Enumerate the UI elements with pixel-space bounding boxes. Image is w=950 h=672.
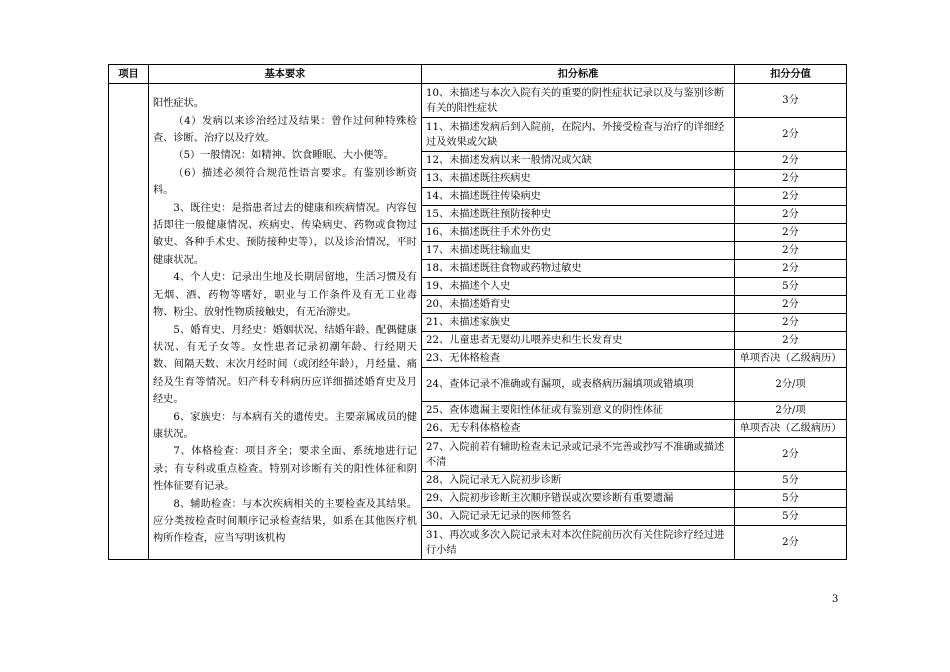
requirement-paragraph: 阳性症状。 — [153, 98, 204, 110]
header-deduction-criteria: 扣分标准 — [422, 65, 735, 84]
criteria-cell: 27、入院前若有辅助检查未记录或记录不完善或抄写不准确或描述不清 — [422, 438, 735, 472]
criteria-cell: 24、查体记录不准确或有漏项，或表格病历漏填项或错填项 — [422, 368, 735, 402]
requirement-paragraph: 3、既往史：是指患者过去的健康和疾病情况。内容包括即往一般健康情况、疾病史、传染病史、药物或食物过敏史、各种手术史、预防接种史等），以及诊治情况，平时健康状况。 — [153, 202, 417, 266]
criteria-cell: 22、儿童患者无婴幼儿喂养史和生长发育史 — [422, 332, 735, 350]
requirement-paragraph: （6）描述必须符合规范性语言要求。有鉴别诊断资料。 — [153, 167, 417, 197]
criteria-cell: 11、未描述发病后到入院前，在院内、外接受检查与治疗的详细经过及效果或欠缺 — [422, 118, 735, 152]
header-item: 项目 — [109, 65, 149, 84]
score-cell: 5分 — [735, 278, 847, 296]
requirement-paragraph: （4）发病以来诊治经过及结果：曾作过何种特殊检查、诊断、治疗以及疗效。 — [153, 115, 417, 145]
criteria-cell: 14、未描述既往传染病史 — [422, 188, 735, 206]
score-cell: 5分 — [735, 490, 847, 508]
criteria-cell: 18、未描述既往食物或药物过敏史 — [422, 260, 735, 278]
requirement-paragraph: （5）一般情况：如精神、饮食睡眠、大小便等。 — [173, 150, 394, 162]
score-cell: 2分 — [735, 152, 847, 170]
requirement-paragraph: 7、体格检查：项目齐全；要求全面、系统地进行记录；有专科或重点检查。特别对诊断有关的阳性体征和阴性体征要有记录。 — [153, 446, 417, 493]
header-row — [109, 65, 847, 84]
score-cell: 5分 — [735, 472, 847, 490]
criteria-cell: 31、再次或多次入院记录未对本次住院前历次有关住院诊疗经过进行小结 — [422, 526, 735, 560]
header-basic-requirements: 基本要求 — [149, 65, 422, 84]
criteria-cell: 19、未描述个人史 — [422, 278, 735, 296]
header-deduction-score: 扣分分值 — [735, 65, 847, 84]
score-cell: 2分 — [735, 296, 847, 314]
criteria-cell: 23、无体格检查 — [422, 350, 735, 368]
score-cell: 2分 — [735, 438, 847, 472]
score-cell: 2分 — [735, 170, 847, 188]
basic-requirements-cell — [149, 84, 422, 560]
requirement-paragraph: 8、辅助检查：与本次疾病相关的主要检查及其结果。应分类按检查时间顺序记录检查结果，如系在其他医疗机构所作检查，应当写明该机构 — [153, 498, 417, 545]
score-cell: 2分 — [735, 260, 847, 278]
item-cell — [109, 84, 149, 560]
page-number: 3 — [832, 594, 839, 605]
scoring-table — [108, 64, 847, 560]
criteria-cell: 20、未描述婚育史 — [422, 296, 735, 314]
requirement-paragraph: 4、个人史：记录出生地及长期居留地，生活习惯及有无烟、酒、药物等嗜好，职业与工作条件及有无工业毒物、粉尘、放射性物质接触史，有无冶游史。 — [153, 272, 417, 319]
criteria-cell: 17、未描述既往输血史 — [422, 242, 735, 260]
criteria-cell: 16、未描述既往手术外伤史 — [422, 224, 735, 242]
score-cell: 5分 — [735, 508, 847, 526]
criteria-cell: 25、查体遗漏主要阳性体征或有鉴别意义的阴性体征 — [422, 402, 735, 420]
requirement-paragraph: 6、家族史：与本病有关的遗传史。主要亲属成员的健康状况。 — [153, 411, 417, 440]
criteria-cell: 15、未描述既往预防接种史 — [422, 206, 735, 224]
criteria-cell: 29、入院初步诊断主次顺序错误或次要诊断有重要遗漏 — [422, 490, 735, 508]
score-cell: 2分 — [735, 526, 847, 560]
score-cell: 2分 — [735, 314, 847, 332]
score-cell: 2分 — [735, 224, 847, 242]
score-cell: 2分/项 — [735, 402, 847, 420]
score-cell: 3分 — [735, 84, 847, 118]
criteria-cell: 26、无专科体格检查 — [422, 420, 735, 438]
score-cell: 2分 — [735, 188, 847, 206]
criteria-cell: 30、入院记录无记录的医师签名 — [422, 508, 735, 526]
requirement-paragraph: 5、婚育史、月经史：婚姻状况、结婚年龄、配偶健康状况、有无子女等。女性患者记录初潮年龄、行经期天数、间隔天数、末次月经时间（或闭经年龄），月经量、痛经及生育等情况。妇产科专科病历应详细描述婚育史及月经史。 — [153, 324, 417, 406]
score-cell: 2分/项 — [735, 368, 847, 402]
score-cell: 2分 — [735, 242, 847, 260]
score-cell: 单项否决（乙级病历） — [735, 420, 847, 438]
score-cell: 2分 — [735, 332, 847, 350]
criteria-cell: 10、未描述与本次入院有关的重要的阴性症状记录以及与鉴别诊断有关的阳性症状 — [422, 84, 735, 118]
criteria-cell: 12、未描述发病以来一般情况或欠缺 — [422, 152, 735, 170]
criteria-cell: 13、未描述既往疾病史 — [422, 170, 735, 188]
criteria-cell: 21、未描述家族史 — [422, 314, 735, 332]
table-row — [109, 84, 847, 118]
score-cell: 2分 — [735, 206, 847, 224]
criteria-cell: 28、入院记录无入院初步诊断 — [422, 472, 735, 490]
score-cell: 单项否决（乙级病历） — [735, 350, 847, 368]
score-cell: 2分 — [735, 118, 847, 152]
